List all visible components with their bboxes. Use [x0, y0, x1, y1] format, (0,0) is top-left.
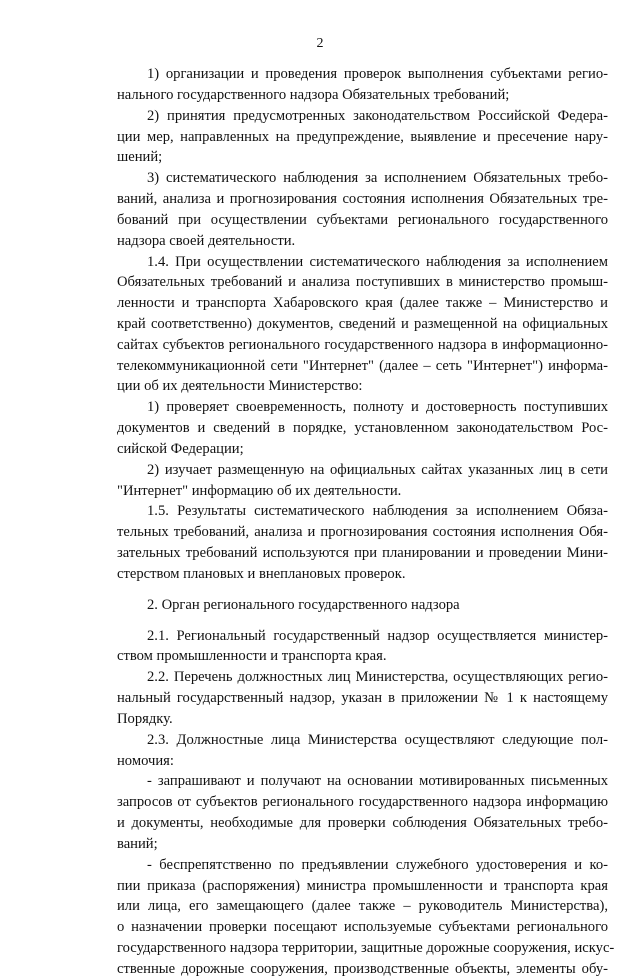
- text-line: 1) организации и проведения проверок выполнения субъектами регио-: [147, 66, 608, 82]
- text-line: "Интернет" информацию об их деятельности.: [117, 482, 402, 499]
- text-line: тельных требований, анализа и прогнозирования состояния исполнения Обя-: [117, 524, 608, 541]
- text-line: стерством плановых и внеплановых проверок.: [117, 565, 406, 582]
- text-line: сайтах субъектов регионального государственного надзора в информационно-: [117, 336, 608, 353]
- text-line: телекоммуникационной сети "Интернет" (далее – сеть "Интернет") информа-: [117, 357, 608, 374]
- text-line: 1) проверяет своевременность, полноту и достоверность поступивших: [147, 399, 608, 416]
- text-line: шений;: [117, 149, 163, 166]
- text-line: зательных требований используются при планировании и проведении Мини-: [117, 545, 608, 562]
- text-line: или лица, его замещающего (далее также – руководитель Министерства),: [117, 898, 608, 915]
- text-line: запросов от субъектов регионального государственного надзора информацию: [117, 794, 608, 811]
- text-line: ваний;: [117, 835, 158, 852]
- page-number: 2: [316, 36, 324, 51]
- text-line: бований при осуществлении субъектами регионального государственного: [117, 211, 608, 228]
- text-line: 2. Орган регионального государственного надзора: [147, 596, 460, 613]
- text-line: документов и сведений в порядке, установленном законодательством Рос-: [117, 420, 608, 437]
- text-line: край соответственно) документов, сведений и размещенной на официальных: [117, 316, 608, 332]
- text-line: - запрашивают и получают на основании мотивированных письменных: [147, 773, 608, 790]
- text-line: - беспрепятственно по предъявлении служебного удостоверения и ко-: [147, 856, 608, 873]
- text-line: нального государственного надзора Обязательных требований;: [117, 86, 510, 103]
- text-line: ваний, анализа и прогнозирования состояния исполнения Обязательных тре-: [117, 191, 608, 207]
- text-line: сийской Федерации;: [117, 440, 244, 457]
- text-line: 3) систематического наблюдения за исполнением Обязательных требо-: [147, 170, 608, 187]
- text-line: нальный государственный надзор, указан в приложении № 1 к настоящему: [117, 690, 608, 707]
- text-line: ственные дорожные сооружения, производственные объекты, элементы обу-: [117, 960, 608, 977]
- text-line: 2.3. Должностные лица Министерства осуществляют следующие пол-: [147, 731, 608, 748]
- text-line: о назначении проверки посещают используемые субъектами регионального: [117, 919, 608, 936]
- text-line: Обязательных требований и анализа поступивших в министерство промыш-: [117, 274, 608, 291]
- text-line: пии приказа (распоряжения) министра промышленности и транспорта края: [117, 877, 608, 894]
- text-line: 2) изучает размещенную на официальных сайтах указанных лиц в сети: [147, 461, 608, 478]
- text-line: 1.5. Результаты систематического наблюдения за исполнением Обяза-: [147, 503, 608, 520]
- text-line: и документы, необходимые для проверки соблюдения Обязательных требо-: [117, 815, 608, 831]
- text-line: 1.4. При осуществлении систематического наблюдения за исполнением: [147, 253, 608, 270]
- text-line: ством промышленности и транспорта края.: [117, 648, 387, 665]
- text-line: 2) принятия предусмотренных законодательством Российской Федера-: [147, 107, 608, 124]
- text-line: государственного надзора территории, защитные дорожные сооружения, искус-: [117, 940, 615, 956]
- text-line: ции об их деятельности Министерство:: [117, 378, 363, 395]
- text-line: номочия:: [117, 752, 174, 769]
- text-line: 2.2. Перечень должностных лиц Министерства, осуществляющих регио-: [147, 669, 608, 686]
- text-line: надзора своей деятельности.: [117, 232, 296, 249]
- text-line: ции мер, направленных на предупреждение, выявление и пресечение нару-: [117, 128, 608, 145]
- text-line: 2.1. Региональный государственный надзор осуществляется министер-: [147, 627, 608, 644]
- text-line: Порядку.: [117, 710, 173, 727]
- text-line: ленности и транспорта Хабаровского края (далее также – Министерство и: [117, 295, 608, 312]
